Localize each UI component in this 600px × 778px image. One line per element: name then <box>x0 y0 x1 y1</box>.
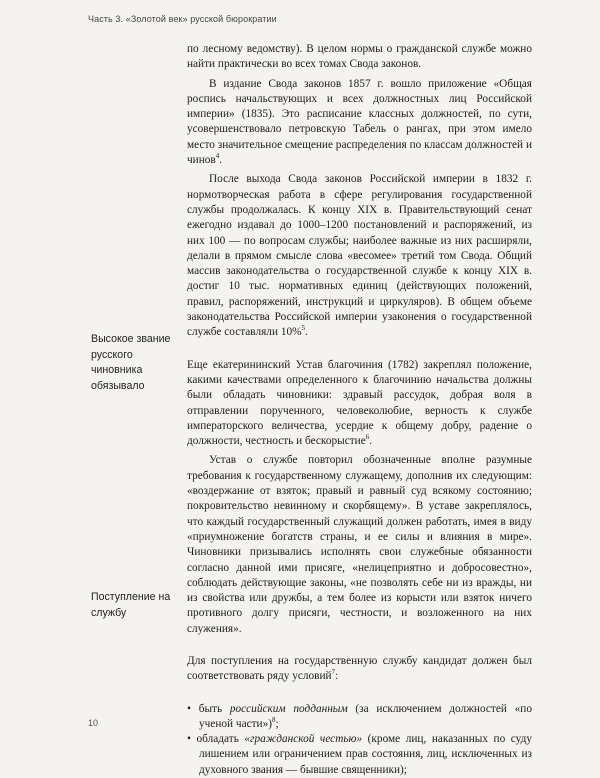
footnote-ref[interactable]: 7 <box>331 668 336 677</box>
paragraph-5: Устав о службе повторил обозначенные вполне разумные требования к государственному служащему, дополнив их следующим: «воздержание от взяток; правый и равный суд всякому состоянию; покровительство невинному и скорбящему». В уставе закреплялось, что каждый государственный служащий должен работать, имея в виду «приумножение богатств страны, и ее силы и влияния в мире». Чиновники призывались исполнять свои служебные обязанности согласно данной ими присяге, «нелицеприятно и добросовестно», соблюдать действующие законы, «не позволять себе ни из вражды, ни из свойства или дружбы, а тем более из корысти или взяток ничего противного долгу присяги, честности, и возложенного на них служения». <box>187 454 532 635</box>
paragraph-4: Еще екатерининский Устав благочиния (1782) закреплял положение, какими качествами определенного к благочинию начальства должны были обладать чиновники: здравый рассудок, добрая воля в отправлении порученного, человеколюбие, верность к службе императорского величества, усердие к общему добру, радение о должности, честность и бескорыстие$^6$. <box>187 358 532 448</box>
paragraph-2: В издание Свода законов 1857 г. вошло приложение «Общая роспись начальствующих и всех должностных лиц Российской империи» (1835). Это расписание классных должностей, по сути, усовершенствовало петровскую Табель о рангах, при этом имело место значительное смещение распределения по классам должностей и чинов$^4$. <box>187 77 532 167</box>
sidenote-entry-service: Поступление на службу <box>91 591 171 619</box>
bullet-icon: • <box>187 702 191 715</box>
footnote-ref[interactable]: 4 <box>215 152 220 161</box>
page-number: 10 <box>88 718 99 728</box>
list-item: • обладать «гражданской честью» (кроме лиц, наказанных по суду лишением или ограничением прав состояния, лиц, исключенных из духовного звания — бывшие священники); <box>187 733 532 776</box>
sidenote-high-rank: Высокое звание русского чиновника обязывало <box>91 333 171 392</box>
footnote-ref[interactable]: 5 <box>301 324 306 333</box>
running-head: Часть 3. «Золотой век» русской бюрократии <box>88 14 277 24</box>
bullet-icon: • <box>187 733 191 746</box>
conditions-list <box>187 702 532 778</box>
main-text-column <box>187 42 532 778</box>
list-item: • быть российским подданным (за исключением должностей «по ученой части»)$^8$; <box>187 702 532 730</box>
paragraph-6: Для поступления на государственную службу кандидат должен был соответствовать ряду условий$^7$: <box>187 654 532 683</box>
footnote-ref[interactable]: 8 <box>272 716 276 725</box>
paragraph-3: После выхода Свода законов Российской империи в 1832 г. нормотворческая работа в сфере регулирования государственной службы продолжалась. К концу XIX в. Правительствующий сенат ежегодно издавал до 1000–1200 постановлений и распоряжений, из них 100 — по вопросам службы; наиболее важные из них расширяли, делали в прямом смысле слова «весомее» третий том Свода. Общий массив законодательства о государственной службе к концу XIX в. достиг 10 тыс. нормативных единиц (действующих положений, правил, распоряжений, инструкций и циркуляров). В общем объеме законодательства Российской империи узаконения о государственной службе составляли 10%$^5$. <box>187 173 532 339</box>
paragraph-1: по лесному ведомству). В целом нормы о гражданской службе можно найти практически во всех томах Свода законов. <box>187 43 532 71</box>
footnote-ref[interactable]: 6 <box>365 433 370 442</box>
